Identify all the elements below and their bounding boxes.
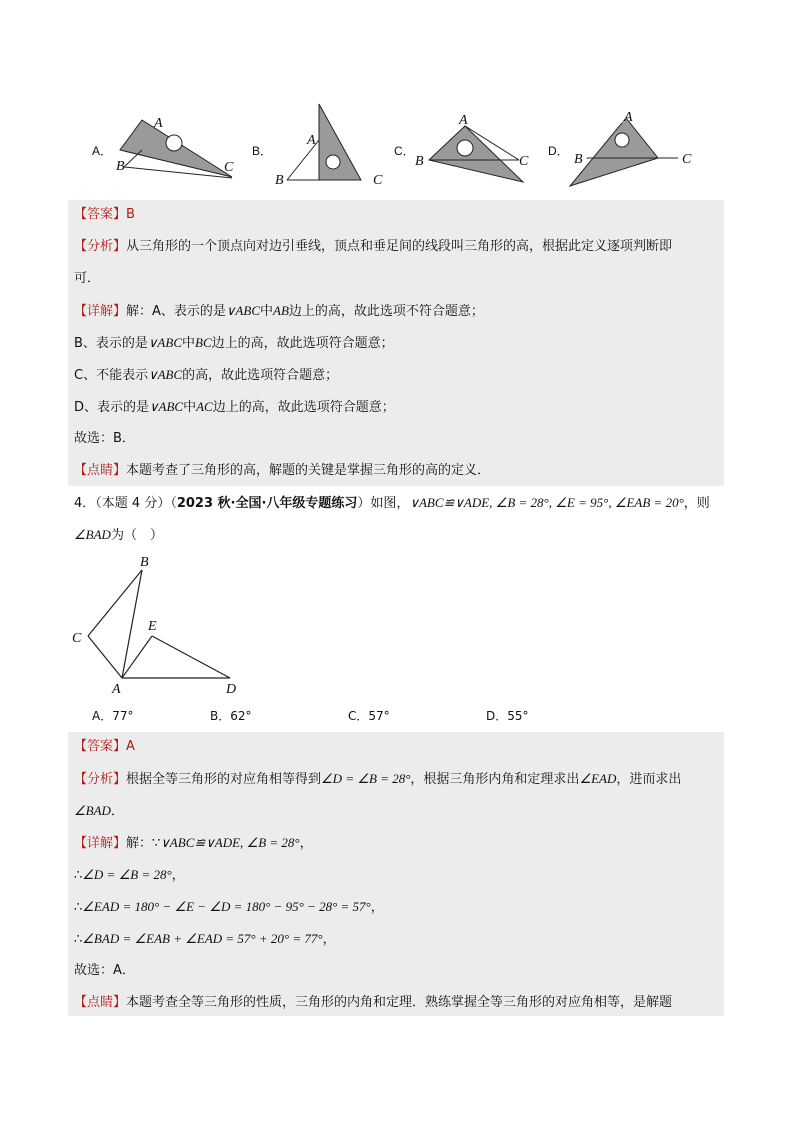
q4-detail-step-1: ∴∠D = ∠B = 28°， — [74, 867, 185, 883]
q3-comment-line: 【点睛】本题考查了三角形的高，解题的关键是掌握三角形的高的定义． — [74, 463, 491, 478]
q4-answer: A — [126, 739, 135, 754]
option-b-label-a: A — [307, 133, 316, 148]
option-d-letter: D． — [548, 144, 569, 158]
q4-detail-step-2: ∴∠EAD = 180° − ∠E − ∠D = 180° − 95° − 28° = 57°， — [74, 899, 384, 915]
q4-detail-line-0: 【详解】解：∵∨ABC≌∨ADE, ∠B = 28°， — [74, 835, 313, 851]
q4-stem-line-2: ∠BAD为（ ） — [74, 527, 163, 543]
q4-label-c: C — [72, 631, 82, 646]
option-c-letter: C． — [394, 144, 415, 158]
q3-answer: B — [126, 207, 135, 222]
q4-stem-line-1: 4．（本题 4 分）（2023 秋·全国·八年级专题练习）如图，∨ABC≌∨ADE, ∠B = 28°, ∠E = 95°, ∠EAB = 20°，则 — [74, 495, 710, 511]
q4-choice-a: A．77° — [92, 709, 134, 723]
q4-label-b: B — [140, 555, 149, 570]
q4-detail-step-3: ∴∠BAD = ∠EAB + ∠EAD = 57° + 20° = 77°， — [74, 931, 336, 947]
option-d-label-a: A — [624, 110, 633, 125]
q4-choice-b: B．62° — [210, 709, 252, 723]
option-a-label-c: C — [224, 160, 234, 175]
q3-detail-line-2: B、表示的是∨ABC中BC边上的高，故此选项符合题意； — [74, 335, 394, 351]
q4-analysis-line-2: ∠BAD． — [74, 803, 124, 819]
q4-analysis-line-1: 【分析】根据全等三角形的对应角相等得到∠D = ∠B = 28°，根据三角形内角和定理求出∠EAD，进而求出 — [74, 771, 682, 787]
option-a-label-b: B — [116, 159, 125, 174]
option-a-letter: A． — [92, 144, 113, 158]
q3-analysis-line-1: 【分析】从三角形的一个顶点向对边引垂线，顶点和垂足间的线段叫三角形的高，根据此定义逐项判断即 — [74, 239, 673, 254]
q3-detail-line-3: C、不能表示∨ABC的高，故此选项符合题意； — [74, 367, 339, 383]
option-b-label-c: C — [373, 173, 383, 188]
option-b-label-b: B — [275, 173, 284, 188]
option-c-figure — [413, 100, 533, 192]
option-c-label-b: B — [415, 154, 424, 169]
option-a-label-a: A — [154, 116, 163, 131]
q3-analysis-line-2: 可． — [74, 271, 101, 286]
q4-label-e: E — [148, 619, 157, 634]
option-d-label-b: B — [574, 152, 583, 167]
q4-figure — [68, 550, 268, 698]
option-figures-row — [88, 100, 728, 192]
q4-source: 2023 秋·全国·八年级专题练习 — [176, 496, 358, 511]
option-c-label-c: C — [519, 154, 529, 169]
q4-number: 4． — [74, 496, 96, 511]
option-d-label-c: C — [682, 152, 692, 167]
q4-label-a: A — [112, 682, 121, 697]
q3-choose-line: 故选：B． — [74, 431, 135, 446]
q4-conditions: ∨ABC≌∨ADE, ∠B = 28°, ∠E = 95°, ∠EAB = 20° — [409, 495, 684, 510]
q3-detail-line-1: 【详解】解：A、表示的是∨ABC中AB边上的高，故此选项不符合题意； — [74, 303, 484, 319]
option-b-figure — [273, 100, 393, 192]
option-b-letter: B． — [252, 144, 273, 158]
q3-detail-line-4: D、表示的是∨ABC中AC边上的高，故此选项符合题意； — [74, 399, 395, 415]
q4-label-d: D — [226, 682, 237, 697]
option-a-figure — [108, 100, 238, 192]
option-c-label-a: A — [459, 113, 468, 128]
q3-answer-line: 【答案】B — [74, 207, 135, 222]
q4-choice-c: C．57° — [348, 709, 390, 723]
q4-choose-line: 故选：A． — [74, 963, 135, 978]
q4-choice-d: D．55° — [486, 709, 529, 723]
q4-comment-line: 【点睛】本题考查全等三角形的性质，三角形的内角和定理．熟练掌握全等三角形的对应角相等，是解题 — [74, 995, 673, 1010]
option-d-figure — [566, 100, 706, 192]
q4-answer-line: 【答案】A — [74, 739, 135, 754]
